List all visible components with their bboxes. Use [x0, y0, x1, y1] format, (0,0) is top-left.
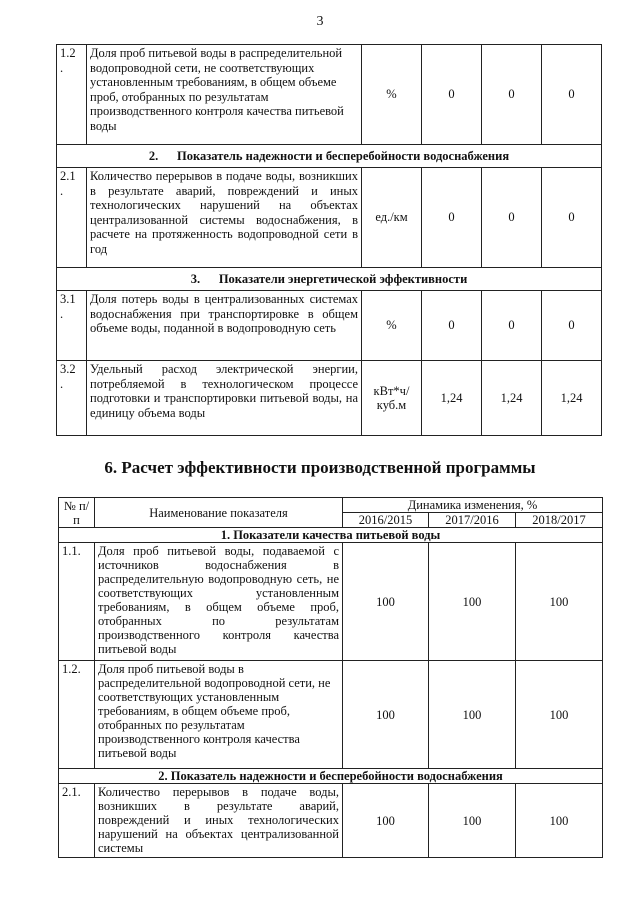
section-heading: 6. Расчет эффективности производственной программы [104, 458, 536, 477]
unit-cell: кВт*ч/ куб.м [362, 361, 422, 436]
value-cell: 0 [542, 45, 602, 145]
unit-cell: ед./км [362, 168, 422, 268]
value-cell: 100 [429, 784, 516, 858]
value-cell: 100 [429, 543, 516, 661]
value-cell: 100 [343, 784, 429, 858]
value-cell: 1,24 [542, 361, 602, 436]
value-cell: 100 [343, 543, 429, 661]
section-title: 3. Показатели энергетической эффективности [57, 268, 602, 291]
value-cell: 0 [422, 45, 482, 145]
row-number: 2.1 . [57, 168, 87, 268]
value-cell: 0 [482, 168, 542, 268]
row-number: 3.1 . [57, 291, 87, 361]
header-dynamics: Динамика изменения, % [343, 498, 603, 513]
indicators-table-continued [56, 44, 602, 436]
header-year: 2018/2017 [516, 513, 603, 528]
value-cell: 100 [343, 661, 429, 769]
indicator-name: Доля проб питьевой воды, подаваемой с источников водоснабжения в распределительную водопроводную сеть, не соответствующих установленным требованиям, в общем объеме проб, отобранных по результатам производственного контроля качества питьевой воды [95, 543, 343, 661]
page-number: 3 [316, 14, 324, 29]
indicator-name: Удельный расход электрической энергии, потребляемой в технологическом процессе подготовки и транспортировки питьевой воды, на единицу объема воды [87, 361, 362, 436]
row-number: 2.1. [59, 784, 95, 858]
row-number: 1.2 . [57, 45, 87, 145]
table-row [59, 661, 603, 769]
value-cell: 1,24 [482, 361, 542, 436]
indicator-name: Доля проб питьевой воды в распределительной водопроводной сети, не соответствующих установленным требованиям, в общем объеме проб, отобранных по результатам производственного контроля качества питьевой воды [87, 45, 362, 145]
value-cell: 0 [482, 291, 542, 361]
value-cell: 0 [422, 168, 482, 268]
header-name: Наименование показателя [95, 498, 343, 528]
value-cell: 1,24 [422, 361, 482, 436]
value-cell: 100 [429, 661, 516, 769]
value-cell: 100 [516, 543, 603, 661]
header-number: № п/п [59, 498, 95, 528]
efficiency-table [58, 497, 603, 858]
table-row [59, 784, 603, 858]
unit-cell: % [362, 45, 422, 145]
table-row [57, 45, 602, 145]
indicator-name: Доля потерь воды в централизованных системах водоснабжения при транспортировке в общем объеме воды, поданной в водопроводную сеть [87, 291, 362, 361]
section-row [59, 528, 603, 543]
header-year: 2016/2015 [343, 513, 429, 528]
value-cell: 0 [422, 291, 482, 361]
row-number: 1.2. [59, 661, 95, 769]
header-year: 2017/2016 [429, 513, 516, 528]
section-row [57, 145, 602, 168]
row-number: 3.2 . [57, 361, 87, 436]
row-number: 1.1. [59, 543, 95, 661]
value-cell: 0 [542, 168, 602, 268]
table-row [57, 168, 602, 268]
header-row [59, 498, 603, 513]
section-row [59, 769, 603, 784]
table-row [57, 291, 602, 361]
section-title: 2. Показатель надежности и бесперебойности водоснабжения [59, 769, 603, 784]
unit-cell: % [362, 291, 422, 361]
value-cell: 100 [516, 784, 603, 858]
value-cell: 100 [516, 661, 603, 769]
value-cell: 0 [542, 291, 602, 361]
section-title: 2. Показатель надежности и бесперебойности водоснабжения [57, 145, 602, 168]
section-title: 1. Показатели качества питьевой воды [59, 528, 603, 543]
table-row [57, 361, 602, 436]
table-row [59, 543, 603, 661]
indicator-name: Количество перерывов в подаче воды, возникших в результате аварий, повреждений и иных технологических нарушений на объектах централизованной системы [95, 784, 343, 858]
section-row [57, 268, 602, 291]
indicator-name: Доля проб питьевой воды в распределительной водопроводной сети, не соответствующих установленным требованиям, в общем объеме проб, отобранных по результатам производственного контроля качества питьевой воды [95, 661, 343, 769]
value-cell: 0 [482, 45, 542, 145]
indicator-name: Количество перерывов в подаче воды, возникших в результате аварий, повреждений и иных технологических нарушений на объектах централизованной системы водоснабжения, в расчете на протяженность водопроводной сети в год [87, 168, 362, 268]
